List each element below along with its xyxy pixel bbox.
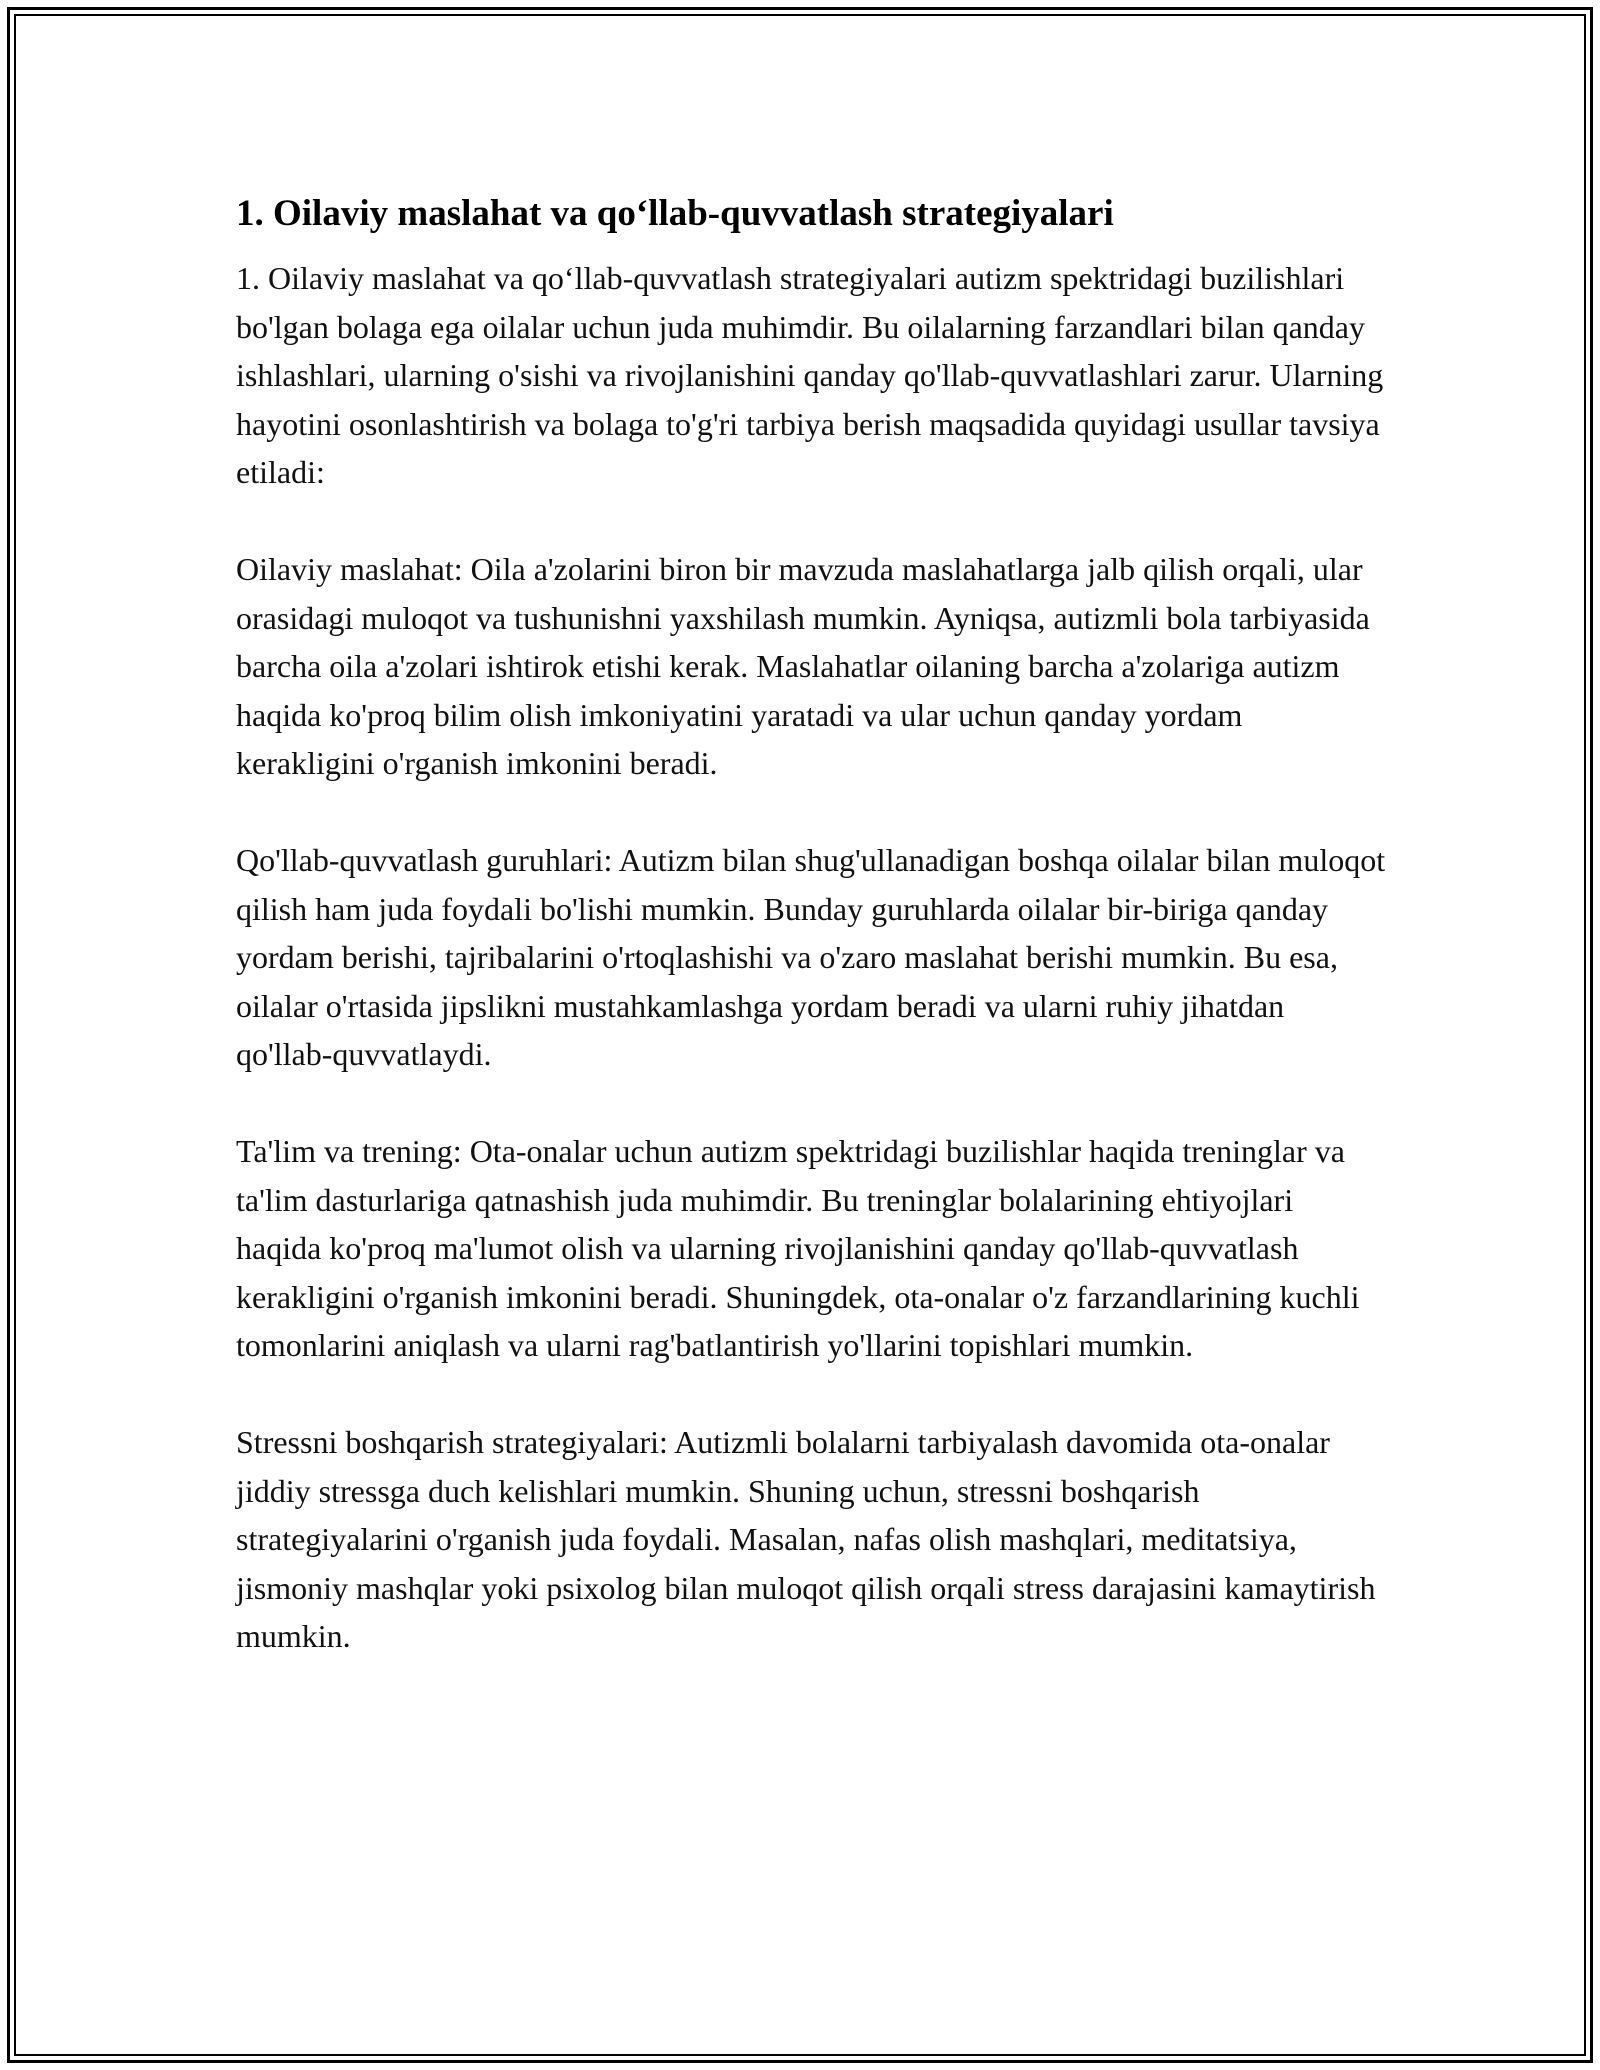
paragraph-spacer <box>236 497 1386 546</box>
paragraph-support-groups: Qo'llab-quvvatlash guruhlari: Autizm bilan shug'ullanadigan boshqa oilalar bilan muloqot qilish ham juda foydali bo'lishi mumkin. Bunday guruhlarda oilalar bir-biriga qanday yordam berishi, tajribalarini o'rtoqlashishi va o'zaro maslahat berishi mumkin. Bu esa, oilalar o'rtasida jipslikni mustahkamlashga yordam beradi va ularni ruhiy jihatdan qo'llab-quvvatlaydi. <box>236 842 1386 1072</box>
paragraph-family-counseling: Oilaviy maslahat: Oila a'zolarini biron bir mavzuda maslahatlarga jalb qilish orqali, ular orasidagi muloqot va tushunishni yaxshilash mumkin. Ayniqsa, autizmli bola tarbiyasida barcha oila a'zolari ishtirok etishi kerak. Maslahatlar oilaning barcha a'zolariga autizm haqida ko'proq bilim olish imkoniyatini yaratadi va ular uchun qanday yordam kerakligini o'rganish imkonini beradi. <box>236 551 1370 781</box>
paragraph-education-training: Ta'lim va trening: Ota-onalar uchun autizm spektridagi buzilishlar haqida treninglar va ta'lim dasturlariga qatnashish juda muhimdir. Bu treninglar bolalarining ehtiyojlari haqida ko'proq ma'lumot olish va ularning rivojlanishini qanday qo'llab-quvvatlash kerakligini o'rganish imkonini beradi. Shuningdek, ota-onalar o'z farzandlarining kuchli tomonlarini aniqlash va ularni rag'batlantirish yo'llarini topishlari mumkin. <box>236 1133 1360 1363</box>
paragraph-spacer <box>236 1370 1386 1419</box>
section-heading: 1. Oilaviy maslahat va qo‘llab-quvvatlash strategiyalari <box>236 193 1114 234</box>
paragraph-intro: 1. Oilaviy maslahat va qo‘llab-quvvatlash strategiyalari autizm spektridagi buzilishlari bo'lgan bolaga ega oilalar uchun juda muhimdir. Bu oilalarning farzandlari bilan qanday ishlashlari, ularning o'sishi va rivojlanishini qanday qo'llab-quvvatlashlari zarur. Ularning hayotini osonlashtirish va bolaga to'g'ri tarbiya berish maqsadida quyidagi usullar tavsiya etiladi: <box>236 260 1384 490</box>
paragraph-spacer <box>236 1079 1386 1128</box>
paragraph-spacer <box>236 788 1386 837</box>
document-body <box>236 186 1386 1661</box>
paragraph-stress-management: Stressni boshqarish strategiyalari: Autizmli bolalarni tarbiyalash davomida ota-onalar jiddiy stressga duch kelishlari mumkin. Shuning uchun, stressni boshqarish strategiyalarini o'rganish juda foydali. Masalan, nafas olish mashqlari, meditatsiya, jismoniy mashqlar yoki psixolog bilan muloqot qilish orqali stress darajasini kamaytirish mumkin. <box>236 1424 1376 1654</box>
